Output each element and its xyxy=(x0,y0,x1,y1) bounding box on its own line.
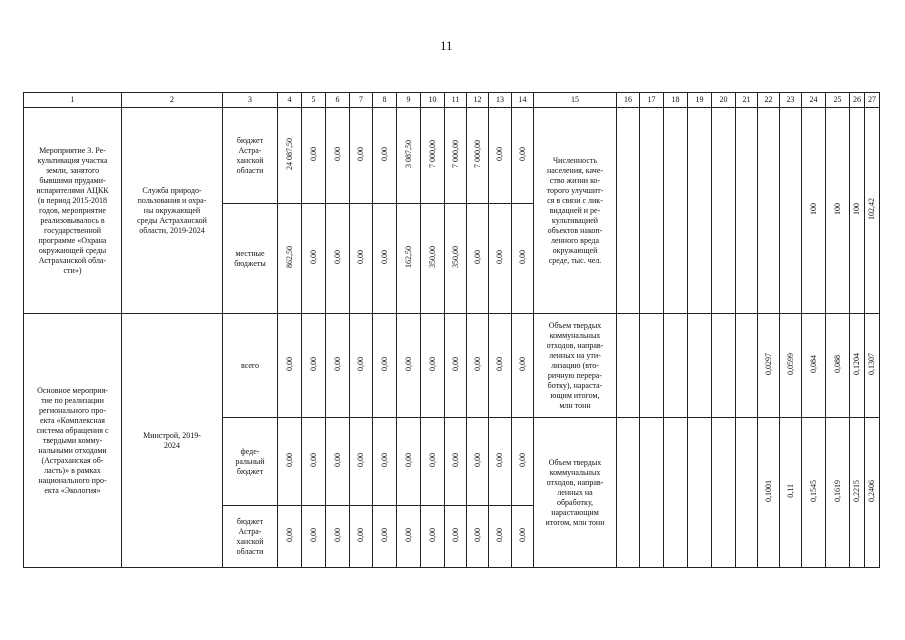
cell-value: 0,00 xyxy=(308,453,318,467)
cell-value: 0,00 xyxy=(403,528,413,542)
cell-value: 0,00 xyxy=(450,357,460,371)
column-header: 3 xyxy=(223,93,278,108)
value-cell xyxy=(445,204,467,314)
cell-value: 0,00 xyxy=(379,453,389,467)
target-cell xyxy=(826,314,850,418)
indicator: Объем твердых коммунальных отходов, направ- ленных на ути- лизацию (вто- ричную перера- ботку), нараста- ющим итогом, млн тонн xyxy=(534,314,617,418)
value-cell xyxy=(445,314,467,418)
target-cell xyxy=(640,108,664,314)
value-cell xyxy=(512,108,534,204)
column-header: 6 xyxy=(326,93,350,108)
cell-value: 0,00 xyxy=(517,528,527,542)
cell-value: 0,1307 xyxy=(867,353,876,375)
value-cell xyxy=(421,204,445,314)
cell-value: 0,00 xyxy=(332,357,342,371)
target-cell xyxy=(712,314,736,418)
value-cell xyxy=(302,108,326,204)
cell-value: 0,0297 xyxy=(763,353,773,375)
column-header: 11 xyxy=(445,93,467,108)
measure-name: Мероприятие 3. Ре- культивация участка земли, занятого бывшими прудами- испарителями АЦКК (в период 2015-2018 годов, мероприятие реализовывалось в государственной программе «Охрана окружающей среды Астраханской обла- сти») xyxy=(24,108,122,314)
cell-value: 0,00 xyxy=(472,250,482,264)
target-cell xyxy=(688,314,712,418)
value-cell xyxy=(278,506,302,568)
cell-value: 0,00 xyxy=(332,250,342,264)
value-cell xyxy=(302,506,326,568)
column-header: 7 xyxy=(350,93,373,108)
target-cell xyxy=(758,314,780,418)
column-header: 1 xyxy=(24,93,122,108)
column-header: 24 xyxy=(802,93,826,108)
target-cell xyxy=(736,108,758,314)
column-header: 5 xyxy=(302,93,326,108)
cell-value: 100 xyxy=(832,203,842,215)
target-cell xyxy=(850,418,865,568)
cell-value: 102,42 xyxy=(867,198,876,220)
indicator: Численность населения, каче- ство жизни ко- торого улучшит- ся в связи с лик- видацией и ре- культивацией объектов накоп- ленного вреда окружающей среде, тыс. чел. xyxy=(534,108,617,314)
target-cell xyxy=(850,108,865,314)
executor: Служба природо- пользования и охра- ны окружающей среды Астраханской области, 2019-2024 xyxy=(122,108,223,314)
column-header: 19 xyxy=(688,93,712,108)
cell-value: 0,00 xyxy=(427,528,437,542)
target-cell xyxy=(780,314,802,418)
column-header: 26 xyxy=(850,93,865,108)
value-cell xyxy=(397,506,421,568)
cell-value: 350,00 xyxy=(427,246,437,268)
value-cell xyxy=(373,108,397,204)
cell-value: 0,00 xyxy=(308,250,318,264)
cell-value: 0,00 xyxy=(308,147,318,161)
cell-value: 0,00 xyxy=(472,453,482,467)
header-row xyxy=(24,93,880,108)
cell-value: 0,00 xyxy=(356,147,365,161)
cell-value: 0,00 xyxy=(356,357,365,371)
cell-value: 0,00 xyxy=(495,147,504,161)
target-cell xyxy=(826,418,850,568)
value-cell xyxy=(326,204,350,314)
cell-value: 0,00 xyxy=(356,528,365,542)
cell-value: 0,00 xyxy=(495,250,504,264)
value-cell xyxy=(421,108,445,204)
column-header: 8 xyxy=(373,93,397,108)
target-cell xyxy=(758,418,780,568)
cell-value: 0,00 xyxy=(427,357,437,371)
cell-value: 7 000,00 xyxy=(472,140,482,168)
value-cell xyxy=(467,204,489,314)
table-row xyxy=(24,108,880,204)
target-cell xyxy=(688,418,712,568)
value-cell xyxy=(350,418,373,506)
column-header: 10 xyxy=(421,93,445,108)
cell-value: 0,00 xyxy=(495,357,504,371)
budget-table xyxy=(23,92,880,568)
value-cell xyxy=(489,506,512,568)
cell-value: 0,00 xyxy=(495,453,504,467)
value-cell xyxy=(445,418,467,506)
value-cell xyxy=(397,418,421,506)
cell-value: 350,00 xyxy=(450,246,460,268)
cell-value: 0,00 xyxy=(517,357,527,371)
cell-value: 162,50 xyxy=(403,246,413,268)
cell-value: 0,00 xyxy=(379,147,389,161)
cell-value: 0,084 xyxy=(808,355,818,373)
cell-value: 0,0599 xyxy=(785,353,795,375)
value-cell xyxy=(397,314,421,418)
cell-value: 100 xyxy=(852,203,861,215)
value-cell xyxy=(397,108,421,204)
value-cell xyxy=(326,314,350,418)
cell-value: 0,00 xyxy=(472,528,482,542)
cell-value: 0,00 xyxy=(284,357,294,371)
cell-value: 0,00 xyxy=(495,528,504,542)
value-cell xyxy=(373,314,397,418)
target-cell xyxy=(640,314,664,418)
column-header: 27 xyxy=(865,93,880,108)
cell-value: 0,00 xyxy=(356,250,365,264)
column-header: 2 xyxy=(122,93,223,108)
value-cell xyxy=(445,108,467,204)
cell-value: 0,1001 xyxy=(763,480,773,502)
cell-value: 7 000,00 xyxy=(450,140,460,168)
value-cell xyxy=(373,418,397,506)
cell-value: 0,1545 xyxy=(808,480,818,502)
cell-value: 0,00 xyxy=(356,453,365,467)
value-cell xyxy=(326,506,350,568)
value-cell xyxy=(489,108,512,204)
cell-value: 862,50 xyxy=(284,246,294,268)
value-cell xyxy=(421,314,445,418)
target-cell xyxy=(758,108,780,314)
target-cell xyxy=(780,418,802,568)
value-cell xyxy=(278,314,302,418)
funding-source: местные бюджеты xyxy=(223,204,278,314)
cell-value: 0,00 xyxy=(284,453,294,467)
funding-source: бюджет Астра- ханской области xyxy=(223,108,278,204)
indicator: Объем твердых коммунальных отходов, направ- ленных на обработку, нарастающим итогом, млн тонн xyxy=(534,418,617,568)
value-cell xyxy=(326,418,350,506)
cell-value: 0,00 xyxy=(517,250,527,264)
target-cell xyxy=(850,314,865,418)
column-header: 16 xyxy=(617,93,640,108)
value-cell xyxy=(512,418,534,506)
value-cell xyxy=(302,418,326,506)
column-header: 20 xyxy=(712,93,736,108)
cell-value: 0,00 xyxy=(308,528,318,542)
value-cell xyxy=(326,108,350,204)
column-header: 4 xyxy=(278,93,302,108)
cell-value: 0,11 xyxy=(785,484,795,498)
value-cell xyxy=(373,204,397,314)
value-cell xyxy=(302,314,326,418)
cell-value: 0,00 xyxy=(517,453,527,467)
target-cell xyxy=(802,108,826,314)
funding-source: бюджет Астра- ханской области xyxy=(223,506,278,568)
value-cell xyxy=(350,108,373,204)
page-number: 11 xyxy=(440,38,453,53)
target-cell xyxy=(617,108,640,314)
value-cell xyxy=(512,204,534,314)
cell-value: 24 087,50 xyxy=(284,138,294,170)
cell-value: 0,2406 xyxy=(867,480,876,502)
value-cell xyxy=(278,204,302,314)
value-cell xyxy=(467,314,489,418)
cell-value: 0,00 xyxy=(332,528,342,542)
target-cell xyxy=(802,314,826,418)
target-cell xyxy=(617,314,640,418)
value-cell xyxy=(373,506,397,568)
value-cell xyxy=(350,204,373,314)
cell-value: 0,00 xyxy=(450,453,460,467)
column-header: 18 xyxy=(664,93,688,108)
value-cell xyxy=(445,506,467,568)
cell-value: 0,00 xyxy=(332,147,342,161)
column-header: 14 xyxy=(512,93,534,108)
target-cell xyxy=(712,108,736,314)
value-cell xyxy=(512,314,534,418)
executor: Минстрой, 2019- 2024 xyxy=(122,314,223,568)
cell-value: 0,00 xyxy=(450,528,460,542)
column-header: 21 xyxy=(736,93,758,108)
target-cell xyxy=(640,418,664,568)
target-cell xyxy=(688,108,712,314)
value-cell xyxy=(467,108,489,204)
value-cell xyxy=(278,108,302,204)
target-cell xyxy=(664,108,688,314)
measure-name: Основное мероприя- тие по реализации регионального про- екта «Комплексная система обращения с твердыми комму- нальными отходами (Астраханская об- ласть)» в рамках национального про- екта «Экология» xyxy=(24,314,122,568)
value-cell xyxy=(489,204,512,314)
target-cell xyxy=(712,418,736,568)
target-cell xyxy=(617,418,640,568)
cell-value: 7 000,00 xyxy=(427,140,437,168)
value-cell xyxy=(467,506,489,568)
value-cell xyxy=(278,418,302,506)
cell-value: 0,00 xyxy=(308,357,318,371)
column-header: 15 xyxy=(534,93,617,108)
value-cell xyxy=(397,204,421,314)
target-cell xyxy=(826,108,850,314)
target-cell xyxy=(865,108,880,314)
cell-value: 0,00 xyxy=(284,528,294,542)
cell-value: 0,00 xyxy=(379,357,389,371)
value-cell xyxy=(489,314,512,418)
cell-value: 0,1204 xyxy=(852,353,861,375)
cell-value: 0,00 xyxy=(427,453,437,467)
target-cell xyxy=(736,418,758,568)
cell-value: 0,00 xyxy=(379,528,389,542)
value-cell xyxy=(489,418,512,506)
table-row xyxy=(24,314,880,418)
cell-value: 0,088 xyxy=(832,355,842,373)
cell-value: 0,00 xyxy=(403,453,413,467)
cell-value: 0,00 xyxy=(403,357,413,371)
cell-value: 100 xyxy=(808,203,818,215)
cell-value: 0,00 xyxy=(379,250,389,264)
target-cell xyxy=(664,314,688,418)
value-cell xyxy=(421,506,445,568)
column-header: 12 xyxy=(467,93,489,108)
value-cell xyxy=(421,418,445,506)
column-header: 13 xyxy=(489,93,512,108)
cell-value: 0,00 xyxy=(332,453,342,467)
target-cell xyxy=(802,418,826,568)
value-cell xyxy=(467,418,489,506)
target-cell xyxy=(865,418,880,568)
funding-source: всего xyxy=(223,314,278,418)
value-cell xyxy=(350,314,373,418)
column-header: 23 xyxy=(780,93,802,108)
cell-value: 3 087,50 xyxy=(403,140,413,168)
value-cell xyxy=(302,204,326,314)
column-header: 22 xyxy=(758,93,780,108)
target-cell xyxy=(664,418,688,568)
target-cell xyxy=(736,314,758,418)
column-header: 17 xyxy=(640,93,664,108)
cell-value: 0,2215 xyxy=(852,480,861,502)
target-cell xyxy=(780,108,802,314)
target-cell xyxy=(865,314,880,418)
column-header: 9 xyxy=(397,93,421,108)
column-header: 25 xyxy=(826,93,850,108)
cell-value: 0,1619 xyxy=(832,480,842,502)
value-cell xyxy=(512,506,534,568)
value-cell xyxy=(350,506,373,568)
funding-source: феде- ральный бюджет xyxy=(223,418,278,506)
cell-value: 0,00 xyxy=(472,357,482,371)
cell-value: 0,00 xyxy=(517,147,527,161)
